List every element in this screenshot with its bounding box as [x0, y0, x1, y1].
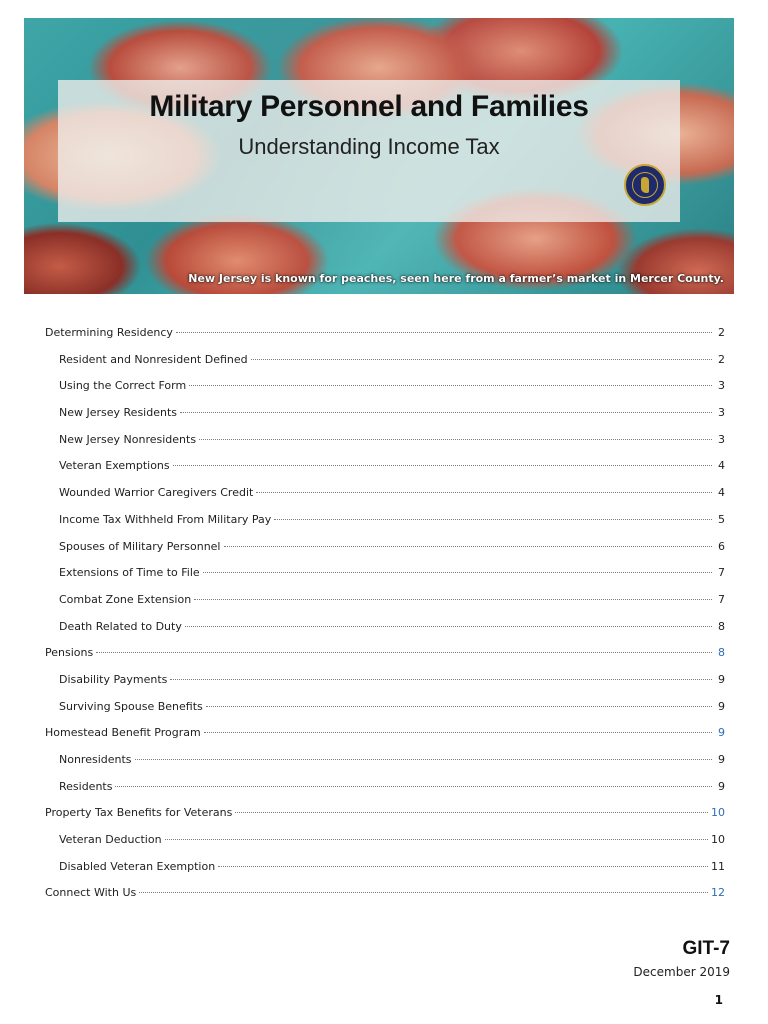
toc-dot-leader — [115, 786, 712, 787]
toc-entry-page[interactable]: 3 — [718, 406, 725, 420]
toc-entry-page[interactable]: 9 — [718, 753, 725, 766]
toc-entry-page[interactable]: 3 — [718, 432, 725, 446]
toc-entry-label[interactable]: Using the Correct Form — [59, 379, 187, 393]
toc-entry-label[interactable]: Pensions — [45, 646, 94, 660]
toc-entry-page[interactable]: 9 — [718, 699, 725, 713]
toc-entry[interactable] — [45, 406, 725, 433]
toc-dot-leader — [251, 359, 712, 360]
toc-entry[interactable] — [45, 486, 725, 513]
toc-entry[interactable] — [45, 566, 725, 593]
toc-entry[interactable] — [45, 673, 725, 700]
toc-dot-leader — [203, 572, 712, 573]
toc-entry-page[interactable]: 5 — [718, 512, 725, 526]
toc-entry[interactable] — [45, 646, 725, 673]
toc-entry[interactable] — [45, 326, 725, 353]
toc-entry-label[interactable]: Connect With Us — [45, 886, 137, 900]
toc-entry-page[interactable]: 9 — [718, 726, 725, 740]
toc-entry-label[interactable]: New Jersey Residents — [59, 406, 177, 420]
toc-entry-page[interactable]: 9 — [718, 779, 725, 793]
page-number: 1 — [714, 993, 723, 1007]
toc-entry-label[interactable]: Spouses of Military Personnel — [59, 539, 221, 553]
toc-entry-page[interactable]: 8 — [718, 619, 725, 633]
toc-dot-leader — [218, 866, 708, 867]
toc-dot-leader — [274, 519, 712, 520]
toc-entry-page[interactable]: 3 — [718, 379, 725, 393]
toc-entry[interactable] — [45, 513, 725, 540]
toc-entry-page[interactable]: 4 — [718, 459, 725, 473]
toc-entry-page[interactable]: 6 — [718, 539, 725, 553]
toc-entry-page[interactable]: 11 — [711, 859, 725, 873]
toc-entry-page[interactable]: 8 — [718, 646, 725, 660]
toc-entry[interactable] — [45, 806, 725, 833]
toc-entry-page[interactable]: 2 — [718, 352, 725, 366]
document-id: GIT-7 — [682, 938, 730, 959]
toc-entry-page[interactable]: 10 — [711, 806, 725, 820]
toc-dot-leader — [224, 546, 713, 547]
toc-dot-leader — [185, 626, 712, 627]
toc-entry-label[interactable]: Determining Residency — [45, 326, 173, 339]
toc-entry-label[interactable]: Disability Payments — [59, 672, 168, 686]
toc-dot-leader — [194, 599, 712, 600]
toc-dot-leader — [206, 706, 712, 707]
toc-entry[interactable] — [45, 886, 725, 913]
nj-division-of-taxation-seal-icon — [624, 164, 666, 206]
toc-dot-leader — [165, 839, 708, 840]
toc-entry[interactable] — [45, 753, 725, 780]
toc-dot-leader — [235, 812, 708, 813]
toc-entry-label[interactable]: Residents — [59, 779, 113, 793]
toc-entry[interactable] — [45, 860, 725, 887]
toc-entry-page[interactable]: 4 — [718, 486, 725, 500]
toc-dot-leader — [135, 759, 712, 760]
toc-entry[interactable] — [45, 620, 725, 647]
toc-entry[interactable] — [45, 379, 725, 406]
toc-entry-page[interactable]: 7 — [718, 592, 725, 606]
toc-entry-label[interactable]: Nonresidents — [59, 753, 132, 766]
document-subtitle: Understanding Income Tax — [238, 134, 500, 159]
toc-entry[interactable] — [45, 459, 725, 486]
document-title: Military Personnel and Families — [149, 90, 589, 123]
toc-entry-label[interactable]: Disabled Veteran Exemption — [59, 859, 216, 873]
toc-dot-leader — [96, 652, 712, 653]
toc-dot-leader — [204, 732, 712, 733]
toc-entry[interactable] — [45, 353, 725, 380]
toc-entry-label[interactable]: Homestead Benefit Program — [45, 726, 201, 740]
toc-entry-label[interactable]: Veteran Exemptions — [59, 459, 170, 473]
toc-dot-leader — [189, 385, 712, 386]
toc-entry-label[interactable]: Income Tax Withheld From Military Pay — [59, 512, 272, 526]
toc-entry-label[interactable]: Veteran Deduction — [59, 833, 162, 847]
toc-dot-leader — [170, 679, 712, 680]
toc-entry-page[interactable]: 7 — [718, 566, 725, 580]
toc-entry-label[interactable]: Surviving Spouse Benefits — [59, 699, 203, 713]
toc-entry-page[interactable]: 9 — [718, 672, 725, 686]
toc-entry[interactable] — [45, 780, 725, 807]
toc-dot-leader — [199, 439, 712, 440]
toc-entry[interactable] — [45, 833, 725, 860]
toc-entry-page[interactable]: 2 — [718, 326, 725, 339]
toc-entry-page[interactable]: 10 — [711, 833, 725, 847]
toc-entry-label[interactable]: Death Related to Duty — [59, 619, 182, 633]
document-date: December 2019 — [633, 965, 730, 979]
nj-state-shape — [641, 177, 649, 193]
toc-entry[interactable] — [45, 433, 725, 460]
toc-dot-leader — [176, 332, 712, 333]
toc-entry[interactable] — [45, 700, 725, 727]
toc-entry[interactable] — [45, 726, 725, 753]
toc-entry[interactable] — [45, 593, 725, 620]
toc-entry-label[interactable]: Wounded Warrior Caregivers Credit — [59, 486, 254, 500]
toc-entry[interactable] — [45, 540, 725, 567]
toc-entry-label[interactable]: Extensions of Time to File — [59, 566, 200, 580]
toc-dot-leader — [180, 412, 712, 413]
toc-entry-label[interactable]: Resident and Nonresident Defined — [59, 352, 248, 366]
seal-ring — [632, 172, 658, 198]
toc-dot-leader — [173, 465, 712, 466]
toc-entry-label[interactable]: Combat Zone Extension — [59, 592, 192, 606]
hero-banner — [24, 18, 734, 294]
table-of-contents — [45, 326, 725, 913]
photo-caption: New Jersey is known for peaches, seen here from a farmer’s market in Mercer County. — [188, 272, 724, 285]
toc-dot-leader — [256, 492, 712, 493]
toc-entry-page[interactable]: 12 — [711, 886, 725, 900]
title-box — [58, 80, 680, 222]
toc-entry-label[interactable]: New Jersey Nonresidents — [59, 432, 197, 446]
toc-dot-leader — [139, 892, 708, 893]
toc-entry-label[interactable]: Property Tax Benefits for Veterans — [45, 806, 233, 820]
